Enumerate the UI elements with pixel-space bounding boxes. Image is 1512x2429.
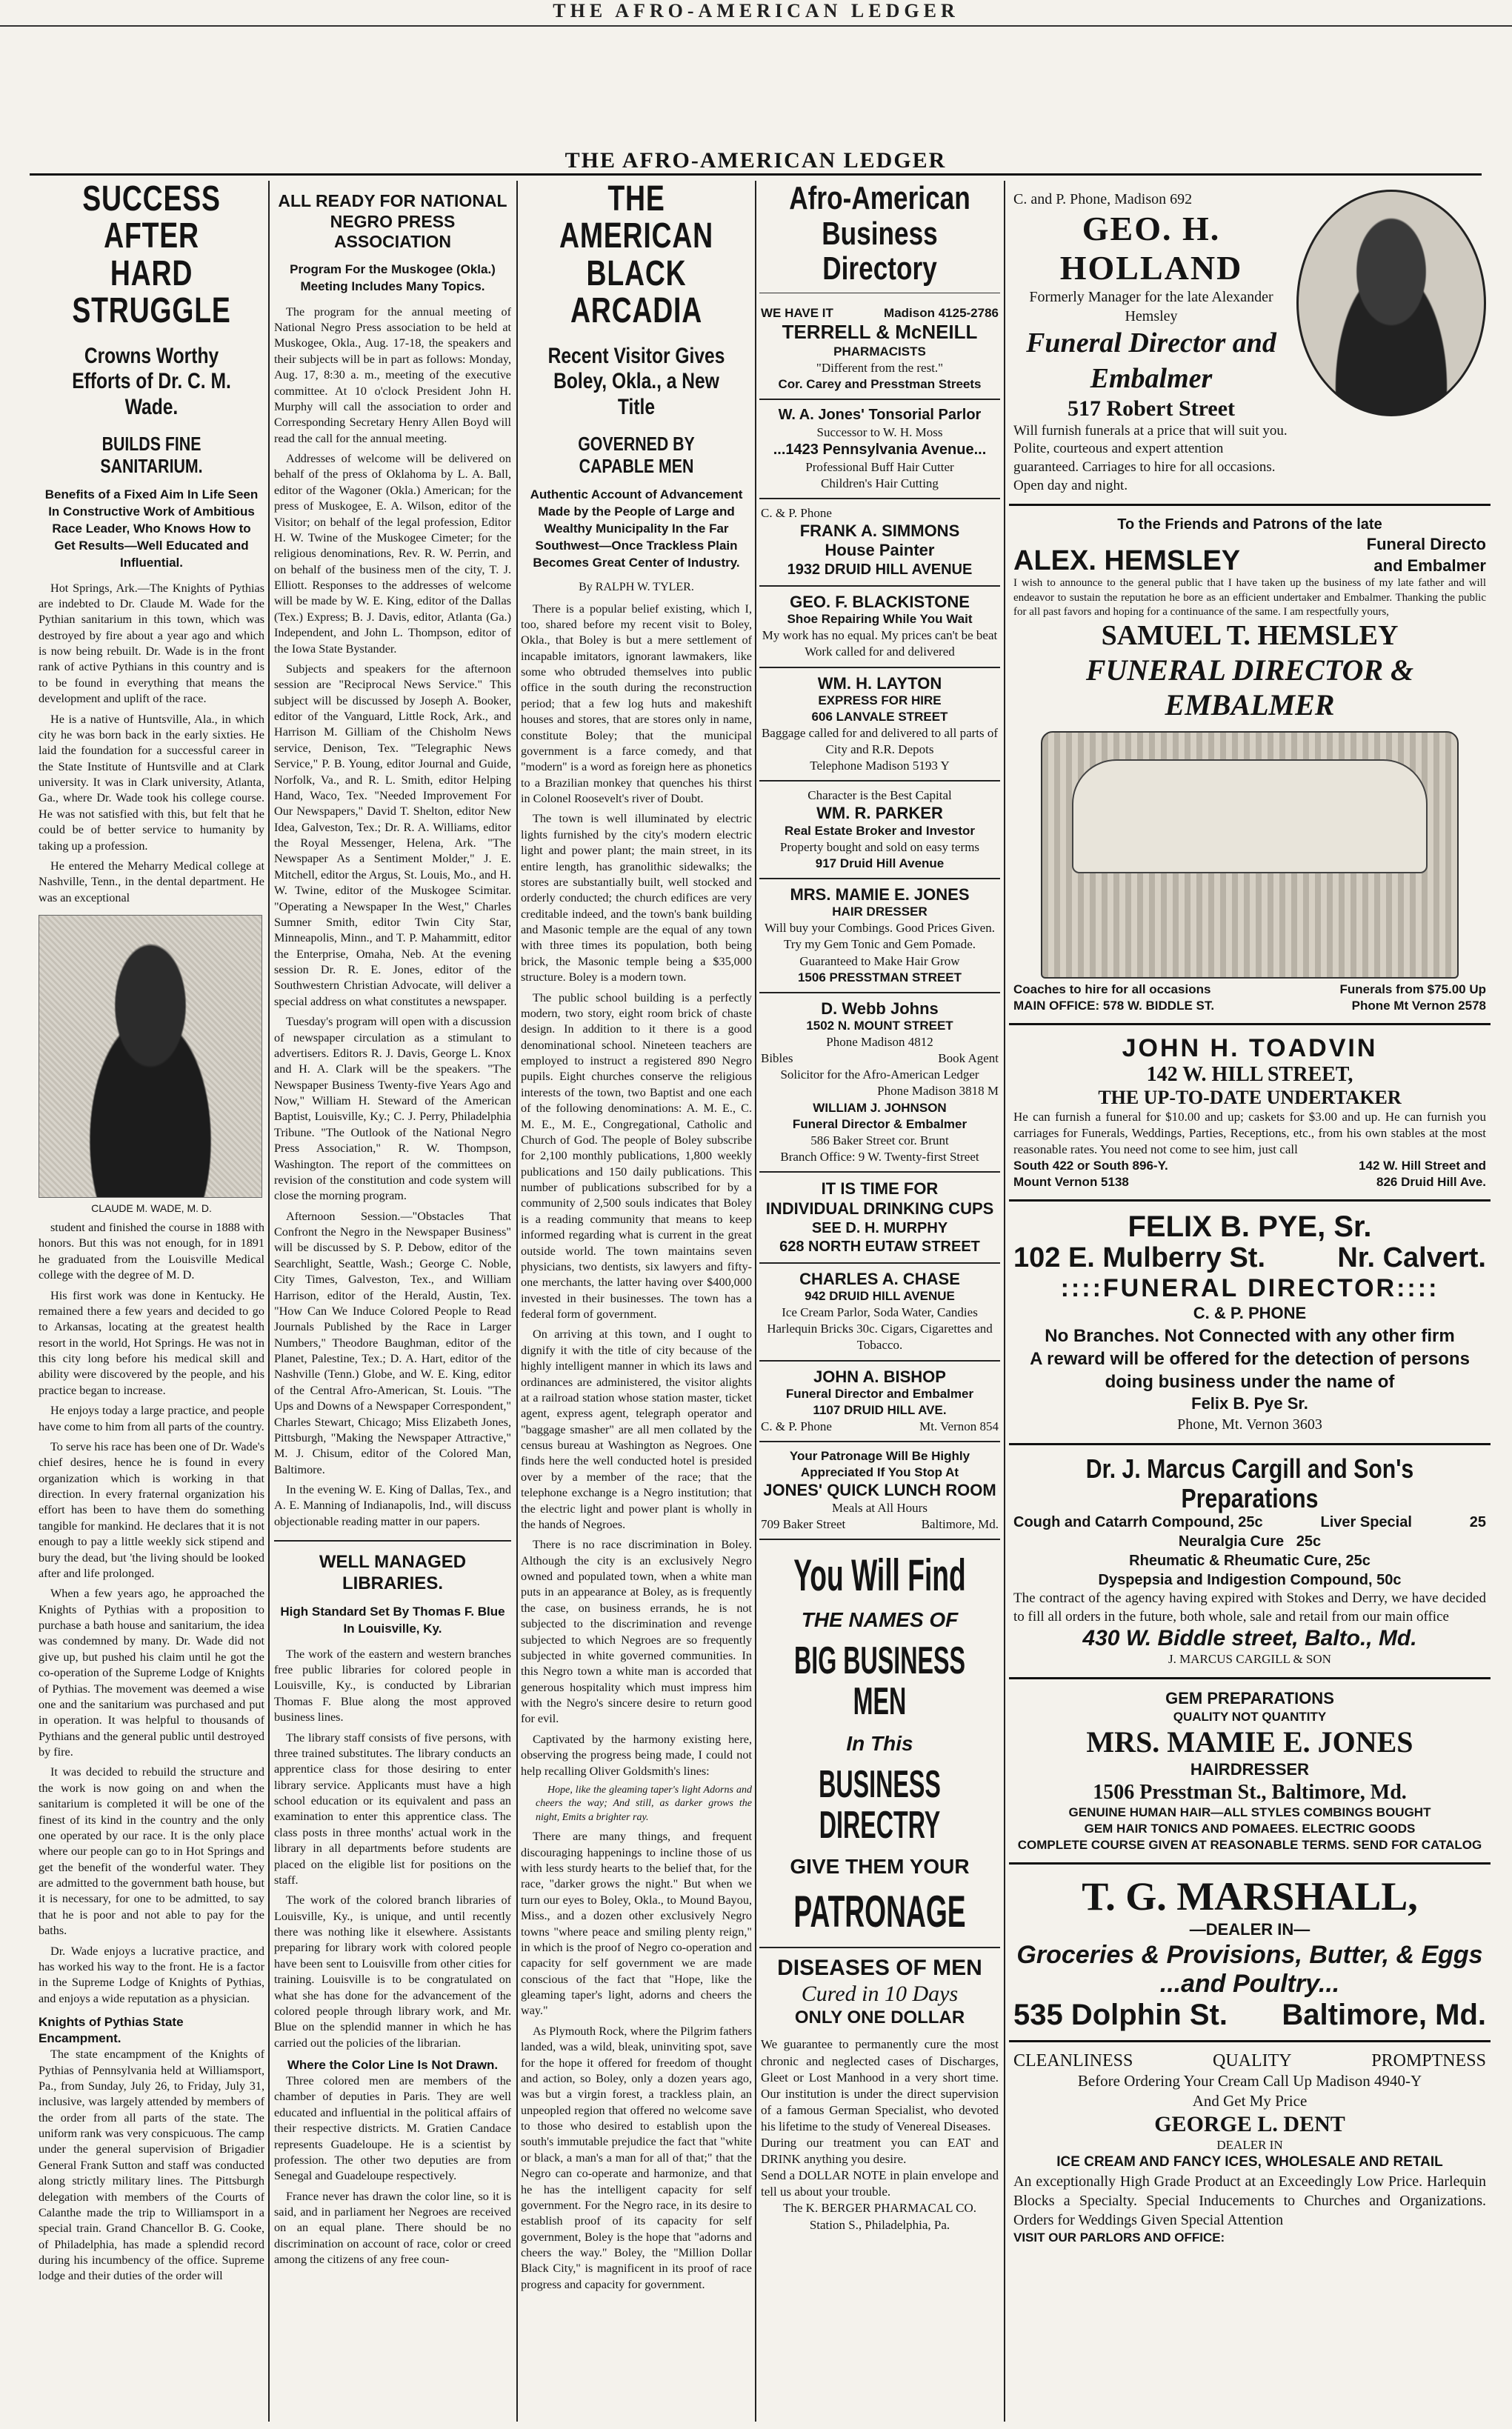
article-paragraph: When a few years ago, he approached the Knights of Pythias with a proposition to purchase a bath house and sanitarium, the idea was condemned by many. Dr. Wade did not give up, but pushed his claim until he got the co-operation of the Supreme Lodge of Knights of Pythias. The movement was deemed a wise one and the sanitarium was purchased and put in operation. It was helpful to thousands of Pythians and the general public until destroyed by fire. xyxy=(39,1587,264,1759)
ad-text: Book Agent xyxy=(938,1051,999,1066)
section-heading: Knights of Pythias State Encampment. xyxy=(39,2015,184,2046)
ad-text: Rheumatic & Rheumatic Cure, 25c xyxy=(1129,1553,1371,1570)
ad-text: He can furnish a funeral for $10.00 and up; caskets for $3.00 and up. He can furnish you carriages for Funerals, Weddings, Parties, Receptions, etc., from his own stables at the most reasonable rates. You need not come to see him, just call xyxy=(1013,1109,1486,1157)
ad-text: VISIT OUR PARLORS AND OFFICE: xyxy=(1013,2230,1225,2245)
ad-text: CLEANLINESS xyxy=(1013,2051,1133,2070)
article-paragraph: student and finished the course in 1888 with honors. But this was not enough, for in 1891 he graduated from the Louisville Medical college with the degree of M. D. xyxy=(39,1221,264,1282)
ad-address: 942 DRUID HILL AVENUE xyxy=(805,1289,955,1304)
ad-quick-lunch xyxy=(759,1442,1000,1540)
poem-verse: Hope, like the gleaming taper's light Adorns and cheers the way; And still, as darker grows the night, Emits a brighter ray. xyxy=(536,1784,752,1823)
ad-address: 517 Robert Street xyxy=(1067,396,1236,421)
promo-text: PATRONAGE xyxy=(793,1886,966,1936)
ad-title: ::::FUNERAL DIRECTOR:::: xyxy=(1060,1274,1439,1303)
ad-address: 628 NORTH EUTAW STREET xyxy=(779,1238,980,1255)
ad-title: and Embalmer xyxy=(1373,556,1486,575)
ad-text: Professional Buff Hair Cutter xyxy=(805,459,954,474)
ad-text: Ice Cream Parlor, Soda Water, Candies Harlequin Bricks 30c. Cigars, Cigarettes and Tobacco. xyxy=(767,1305,993,1353)
article-paragraph: There is a popular belief existing, which I, too, shared before my recent visit to Boley, Okla., that Boley is but a mere settlement of incapable imitators, ignorant lawmakers, like some who obtruded themselves into public office in the south during the reconstruction period; that a few log huts and makeshift houses and stores, that are stores only in name, constitute Boley; that the municipal government is a farce comedy, and that "modern" is a word as foreign here as phonetics to a Brazilian monkey that quenches his thirst in Colonel Roosevelt's river of Doubt. xyxy=(521,602,752,806)
ad-text: Your Patronage Will Be Highly Appreciated If You Stop At xyxy=(789,1449,970,1480)
article-paragraph: Tuesday's program will open with a discussion of newspaper circulation as a stimulant to advertisers. Editors R. J. Davis, George L. Knox and H. A. Clark will be the speakers. "The Newspaper Business Twenty-five Years Ago and Now," William H. Steward of the American Baptist, Louisville, Ky.; C. J. Perry, Philadelphia Tribune. "The Outlook of the National Negro Press Association," R. W. Thompson, Washington. The report of the committees on revision of the constitution and code system will close the morning program. xyxy=(274,1015,511,1203)
ad-text: Work called for and delivered xyxy=(805,644,955,659)
ad-name: W. A. Jones' Tonsorial Parlor xyxy=(778,406,982,423)
ad-text: Before Ordering Your Cream Call Up Madison 4940-Y xyxy=(1077,2072,1422,2090)
ad-text: DEALER IN xyxy=(1216,2138,1283,2153)
ad-gem-preparations xyxy=(1009,1679,1491,1865)
ad-phone: Phone Madison 4812 xyxy=(826,1035,933,1050)
article-paragraph: His first work was done in Kentucky. He remained there a few years and decided to go to Arkansas, locating at the greatest health resort in the world, Hot Springs. He was not in this city long before his medical skill and ability were discovered by the people, and his practice began to increase. xyxy=(39,1288,264,1397)
ad-text: A reward will be offered for the detection of persons doing business under the name of xyxy=(1030,1348,1470,1393)
ad-address: 917 Druid Hill Avenue xyxy=(815,856,945,870)
promo-text: In This xyxy=(846,1731,913,1755)
article-paragraph: He entered the Meharry Medical college at Nashville, Tenn., in the dental department. He was an exceptional xyxy=(39,859,264,904)
ad-text: Will buy your Combings. Good Prices Given. Try my Gem Tonic and Gem Pomade. Guaranteed to Make Hair Grow xyxy=(765,921,995,968)
ad-blackistone xyxy=(759,587,1000,668)
ad-text: EXPRESS FOR HIRE xyxy=(818,693,942,707)
ad-diseases xyxy=(759,1948,1000,2239)
ad-text: Funeral Director & Embalmer xyxy=(792,1116,968,1131)
ad-text: HAIR DRESSER xyxy=(832,904,927,919)
promo-text: THE NAMES OF xyxy=(801,1607,959,1631)
column-2 xyxy=(274,181,511,2422)
ad-address: 606 LANVALE STREET xyxy=(811,709,948,724)
ad-name: WM. R. PARKER xyxy=(816,804,943,823)
ad-address: Nr. Calvert. xyxy=(1337,1242,1486,1274)
article-paragraph: Subjects and speakers for the afternoon session are "Reciprocal News Service." This subject will be discussed by Joseph A. Booker, editor of the Vanguard, Little Rock, Ark., and Harrison M. Gilliam of the Chisholm News service, Denison, Tex. "Telegraphic News Service," P. B. Young, editor Journal and Guide, Norfolk, Va., and R. L. Smith, editor Helping Hand, Waco, Tex. "Needed Improvement For Our Newspapers," David T. Shelton, editor New Idea, Galveston, Tex.; Dr. R. A. Williams, editor the Royal Messenger, Helena, Ark. "The Newspaper As a Sentiment Molder," J. E. Mitchell, editor the Argus, St. Louis, Mo., and H. W. Twine, editor of the Muskogee Scimitar. "Operating a Newspaper In the West," Charles Sumner Smith, editor Twin City Star, Minneapolis, Minn., and T. P. Mahammitt, editor the Enterprise, Omaha, Neb. At the evening session Dr. R. E. Jones, editor of the Southwestern Christian Advocate, will deliver a special address on what constitutes a newspaper. xyxy=(274,662,511,1008)
ad-text: ...and Poultry... xyxy=(1159,1970,1340,1998)
ad-text: QUALITY NOT QUANTITY xyxy=(1173,1710,1327,1725)
promo-text: BIG BUSINESS MEN xyxy=(793,1639,966,1724)
article-paragraph: France never has drawn the color line, so it is said, and in parliament her Negroes are received on an equal plane. There should be no discrimination on account of race, color or creed among the citizens of any free coun- xyxy=(274,2189,511,2267)
ad-phone: Telephone Madison 5193 Y xyxy=(810,759,950,773)
ad-address: Cor. Carey and Presstman Streets xyxy=(778,376,982,391)
ad-text: We guarantee to permanently cure the most chronic and neglected cases of Discharges, Gleet or Lost Manhood in a very short time. Our institution is under the direct supervision of a famous German Specialist, who devoted his lifetime to the study of Venereal Diseases. xyxy=(761,2037,999,2133)
ad-phone: C. & P. Phone xyxy=(761,506,832,521)
ad-address: Baltimore, Md. xyxy=(921,1516,999,1531)
ad-hemsley xyxy=(1009,506,1491,1025)
column-rule xyxy=(755,181,756,2422)
article-paragraph: Hot Springs, Ark.—The Knights of Pythias are indebted to Dr. Claude M. Wade for the Pythian sanitarium in this town, which was destroyed by fire about a year ago and which is now being rebuilt. Dr. Wade is in the front rank of active Pythians in this country and is to be found in everything that means the development and uplift of the race. xyxy=(39,581,264,706)
ad-name: SAMUEL T. HEMSLEY xyxy=(1101,619,1399,651)
ad-text: Shoe Repairing While You Wait xyxy=(787,612,973,627)
headline-success: SUCCESS AFTER HARD STRUGGLE xyxy=(72,181,231,331)
ad-name: MRS. MAMIE E. JONES xyxy=(1086,1725,1413,1759)
column-5-ads xyxy=(1009,181,1491,2422)
ad-name: MRS. MAMIE E. JONES xyxy=(790,885,970,904)
article-paragraph: The state encampment of the Knights of Pythias of Pennsylvania held at Williamsport, Pa., from Sunday, July 26, to Friday, July 31, inclusive, was largely attended by members of the order from all parts of the state. The uniform rank was very conspicuous. The camp under the general supervision of Brigadier General Frank Sutton and staff was conducted along strictly military lines. The Pittsburgh delegation with members of the Courts of Calanthe made the trip to Williamsport in a special train. Grand Chancellor B. G. Cooke, of Philadelphia, has made a splendid record during his incumbency of the office. Supreme lodge and their duties of the order will xyxy=(39,2048,264,2283)
article-paragraph: The town is well illuminated by electric lights furnished by the city's modern electric light and power plant; the main street, in its entire length, has granolithic sidewalks; the stores are substantially built, well stocked and orderly conducted; the church edifices are very creditable indeed, and the town's bank building and Masonic temple are the equal of any town with three times its population, both being brick, the Masonic temple being a $35,000 structure. Boley is a modern town. xyxy=(521,812,752,984)
deck: Authentic Account of Advancement Made by the People of Large and Wealthy Municipality In the Far Southwest—Once Trackless Plain Becomes Great Center of Industry. xyxy=(530,487,743,570)
ad-name: CHARLES A. CHASE xyxy=(799,1269,960,1288)
ad-address: 535 Dolphin St. xyxy=(1013,1999,1228,2031)
article-paragraph: On arriving at this town, and I ought to dignify it with the title of city because of the highly intelligent manner in which its laws and ordinances are administered, the visitor alights at a railroad station whose station master, ticket agent, express agent, telegraph operator and "baggage smasher" are all men collated by the census bureau at Washington as Negroes. One finds here the well conducted hotel is presided over by a member of the race; that the telephone exchange is a Negro institution; that the electric light and power plant is wholly in the hands of Negroes. xyxy=(521,1327,752,1531)
article-paragraph: As Plymouth Rock, where the Pilgrim fathers landed, was a wild, bleak, uninviting spot, save for the hope it offered for freedom of thought and action, so Boley, only a dozen years ago, was but a virgin forest, a trackless plain, an unpeopled region that offered no welcome save to those who desired to establish upon the south's immutable prejudice the fact that "white or black, a man's a man for all of that;" that the Negro can co-operate and harmonize, and that he has the intelligent capacity for self government. For the Negro race, in its desire to establish proof of its capacity for self government, Boley is the hope that "adorns and cheers the way." Boley, the "Million Dollar Black City," is magnificent in its proof of race progress and capacity for government. xyxy=(521,2024,752,2291)
section-heading: Where the Color Line Is Not Drawn. xyxy=(287,2058,499,2072)
ad-text: GEM PREPARATIONS xyxy=(1165,1688,1334,1707)
ad-phone: C. & P. PHONE xyxy=(1193,1304,1307,1323)
column-rule xyxy=(268,181,270,2422)
ad-text: GENUINE HUMAN HAIR—ALL STYLES COMBINGS BOUGHT xyxy=(1068,1805,1431,1820)
ad-text: J. MARCUS CARGILL & SON xyxy=(1168,1652,1331,1667)
column-1 xyxy=(39,181,264,2422)
ad-mamie-jones xyxy=(759,879,1000,993)
article-paragraph: To serve his race has been one of Dr. Wade's chief desires, hence he is found in every organization which is working in that direction. In every fraternal organization his effort has been to have them do something tangible for mankind. He declares that it is not enough to pay a little weekly sick stipend and bury the dead, but 'the living should be looked after and life prolonged. xyxy=(39,1439,264,1580)
article-paragraph: Dr. Wade enjoys a lucrative practice, and has worked his way to the front. He is a factor in the Supreme Lodge of Knights of Pythias, and enjoys a wide reputation as a physician. xyxy=(39,1944,264,2005)
headline-libraries: WELL MANAGED LIBRARIES. xyxy=(319,1552,467,1593)
ad-address: 826 Druid Hill Ave. xyxy=(1376,1175,1486,1190)
headline-arcadia: THE AMERICAN BLACK ARCADIA xyxy=(559,181,713,331)
ad-text: Cough and Catarrh Compound, 25c xyxy=(1013,1514,1263,1531)
ad-text: Solicitor for the Afro-American Ledger xyxy=(780,1067,979,1082)
ad-text: To the Friends and Patrons of the late xyxy=(1117,516,1382,533)
article-paragraph: It was decided to rebuild the structure and the work is now going on and when the sanitarium is completed it will be one of the finest of its kind in the country and the only one operated by our race. It is the only place where our people can go to in Hot Springs and get the benefit of the wonderful water. They are admitted to the government bath house, but it is necessary, for one to be admitted, to say that he is poor and not able to pay for the baths. xyxy=(39,1765,264,1938)
ad-address: 1932 DRUID HILL AVENUE xyxy=(787,561,973,578)
ad-dent xyxy=(1009,2042,1491,2255)
ad-text: PHARMACISTS xyxy=(833,344,926,359)
ad-name: JONES' QUICK LUNCH ROOM xyxy=(763,1481,996,1500)
ad-text: Coaches to hire for all occasions xyxy=(1013,982,1211,996)
ad-text: Bibles xyxy=(761,1051,793,1066)
ad-jones-tonsorial xyxy=(759,400,1000,499)
ad-text: QUALITY xyxy=(1212,2051,1292,2070)
ad-text: WE HAVE IT xyxy=(761,305,833,320)
ad-name: WILLIAM J. JOHNSON xyxy=(813,1100,947,1115)
ad-text: Character is the Best Capital xyxy=(807,788,952,803)
promo-text: BUSINESS DIRECTRY xyxy=(819,1763,941,1847)
ad-address: 1107 DRUID HILL AVE. xyxy=(813,1402,947,1417)
column-rule xyxy=(1004,181,1005,2422)
ad-phone: Phone Mt Vernon 2578 xyxy=(1351,998,1486,1013)
ad-marshall xyxy=(1009,1865,1491,2042)
ad-name: JOHN A. BISHOP xyxy=(813,1367,946,1386)
ad-title: Funeral Director and xyxy=(1026,327,1276,359)
ad-text: SEE D. H. MURPHY xyxy=(811,1219,948,1236)
divider xyxy=(274,1540,511,1542)
ad-text: 25c xyxy=(1296,1533,1322,1550)
ad-address: Station S., Philadelphia, Pa. xyxy=(809,2217,950,2232)
ad-address: 709 Baker Street xyxy=(761,1516,846,1531)
ad-address: 102 E. Mulberry St. xyxy=(1013,1242,1266,1274)
subhead-sanitarium: BUILDS FINE SANITARIUM. xyxy=(100,433,203,477)
headline-press: ALL READY FOR NATIONAL NEGRO PRESS ASSOCIATION xyxy=(278,191,507,252)
ad-text: Groceries & Provisions, Butter, & Eggs xyxy=(1016,1941,1483,1969)
ad-text: 25 xyxy=(1469,1514,1486,1531)
ad-text: The K. BERGER PHARMACAL CO. xyxy=(783,2201,976,2216)
ad-text: —DEALER IN— xyxy=(1189,1920,1310,1939)
article-paragraph: There is no race discrimination in Boley. Although the city is an exclusively Negro owned and populated town, when a white man puts in an appearance at Boley, as is frequently the case, on business errands, he is not subjected to the discrimination and revenge subjected to which Negroes are so frequently subjected in white governed communities. In this Negro town a white man is accorded that generous hospitality which must impress him with the Negro's sincere desire to return good for evil. xyxy=(521,1538,752,1726)
ad-address: 1502 N. MOUNT STREET xyxy=(806,1019,953,1033)
ad-webb-johns xyxy=(759,993,1000,1173)
article-paragraph: Three colored men are members of the chamber of deputies in Paris. They are well educated and influential in the political affairs of their respective districts. M. Gratien Candace represents Guadeloupe. He is a scientist by profession. The other two deputies are from Senegal and Guadeloupe respectively. xyxy=(274,2074,511,2183)
ad-name: WM. H. LAYTON xyxy=(817,673,942,693)
ad-phone: Madison 4125-2786 xyxy=(884,305,999,320)
column-rule xyxy=(516,181,518,2422)
article-paragraph: He enjoys today a large practice, and people have come to him from all parts of the country. xyxy=(39,1404,264,1433)
ad-text: Funerals from $75.00 Up xyxy=(1339,982,1486,996)
ad-text: Liver Special xyxy=(1320,1514,1412,1531)
column-3 xyxy=(521,181,752,2422)
ad-text: ICE CREAM AND FANCY ICES, WHOLESALE AND RETAIL xyxy=(1056,2154,1443,2170)
ad-text: Dyspepsia and Indigestion Compound, 50c xyxy=(1098,1572,1402,1589)
article-paragraph: The program for the annual meeting of National Negro Press association to be held at Muskogee, Okla., Aug. 17-18, the speakers and their subjects will be in part as follows: Monday, Aug. 17, 8:30 a. m., meeting of the executive committee. At 10 o'clock President John H. Murphy will call the association to order and Corresponding Secretary Henry Allen Boyd will read the call for the annual meeting. xyxy=(274,304,511,445)
ad-name: GEO. F. BLACKISTONE xyxy=(790,592,970,611)
ad-text: The contract of the agency having expired with Stokes and Derry, we have decided to fill all orders in the future, both whole, sale and retail from our main office xyxy=(1013,1590,1486,1625)
directory-title: Afro-American Business Directory xyxy=(789,181,970,287)
ad-name: TERRELL & McNEILL xyxy=(782,320,978,343)
ad-directory-promo xyxy=(759,1540,1000,1948)
ad-toadvin xyxy=(1009,1025,1491,1202)
subhead-wade: Crowns Worthy Efforts of Dr. C. M. Wade. xyxy=(72,343,231,419)
article-paragraph: There are many things, and frequent discouraging happenings to incline those of us with less sturdy hearts to the belief that, for the race, "darker grows the night." But when we turn our eyes to Boley, Okla., to Mound Bayou, Miss., and a dozen other exclusively Negro towns "where peace and smiling plenty reign," in which is the proof of Negro co-operation and capacity for self government we are made conscious of the fact that "Hope, like the gleaming taper's light, adorns and cheers the way." xyxy=(521,1830,752,2018)
ad-text: Baggage called for and delivered to all parts of City and R.R. Depots xyxy=(761,726,999,757)
ad-address: 1506 Presstman St., Baltimore, Md. xyxy=(1093,1780,1407,1804)
ad-text: HAIRDRESSER xyxy=(1190,1760,1310,1779)
ad-text: Cured in 10 Days xyxy=(801,1982,959,2007)
ad-text: Felix B. Pye Sr. xyxy=(1191,1394,1308,1413)
ad-address: MAIN OFFICE: 578 W. BIDDLE ST. xyxy=(1013,998,1215,1013)
promo-text: GIVE THEM YOUR xyxy=(790,1855,970,1879)
deck: Benefits of a Fixed Aim In Life Seen In Constructive Work of Ambitious Race Leader, Who Knows How to Get Results—Well Educated and Influential. xyxy=(44,487,259,570)
ad-title: THE UP-TO-DATE UNDERTAKER xyxy=(1098,1087,1402,1108)
ad-text: An exceptionally High Grade Product at an Exceedingly Low Price. Harlequin Blocks a Specialty. Special Inducements to Churches and Organizations. Orders for Weddings Given Special Attention xyxy=(1013,2173,1486,2228)
deck: High Standard Set By Thomas F. Blue In Louisville, Ky. xyxy=(280,1604,505,1636)
ad-address: 430 W. Biddle street, Balto., Md. xyxy=(1082,1626,1417,1651)
ad-address: 142 W. HILL STREET, xyxy=(1146,1062,1353,1086)
ad-text: During our treatment you can EAT and DRINK anything you desire. xyxy=(761,2136,999,2167)
ad-address: Branch Office: 9 W. Twenty-first Street xyxy=(780,1149,979,1164)
ad-pye xyxy=(1009,1202,1491,1445)
ad-parker xyxy=(759,782,1000,879)
ad-text: Meals at All Hours xyxy=(832,1500,927,1515)
ad-name: D. Webb Johns xyxy=(821,999,939,1018)
ad-name: ALEX. HEMSLEY xyxy=(1013,544,1241,576)
portrait-image xyxy=(39,915,262,1198)
ad-text: ONLY ONE DOLLAR xyxy=(794,2007,965,2028)
ad-title: DISEASES OF MEN xyxy=(777,1955,982,1980)
ad-title: Funeral Directo xyxy=(1366,535,1486,554)
ad-address: 586 Baker Street cor. Brunt xyxy=(810,1133,949,1147)
ad-text: Neuralgia Cure xyxy=(1178,1533,1285,1550)
ad-name: Dr. J. Marcus Cargill and Son's Preparations xyxy=(1085,1453,1414,1513)
subhead-governed: GOVERNED BY CAPABLE MEN xyxy=(578,433,695,477)
ad-text: Formerly Manager for the late Alexander Hemsley xyxy=(1029,289,1273,324)
ad-text: Children's Hair Cutting xyxy=(821,476,939,490)
ad-bishop xyxy=(759,1362,1000,1443)
ad-text: INDIVIDUAL DRINKING CUPS xyxy=(765,1199,994,1219)
ad-phone: Mt. Vernon 854 xyxy=(919,1419,999,1434)
ad-text: GEM HAIR TONICS AND POMAEES. ELECTRIC GOODS xyxy=(1084,1822,1416,1836)
ad-terrell xyxy=(759,299,1000,400)
ad-name: JOHN H. TOADVIN xyxy=(1122,1033,1378,1062)
ad-name: T. G. MARSHALL, xyxy=(1082,1874,1418,1919)
ad-text: Send a DOLLAR NOTE in plain envelope and tell us about your trouble. xyxy=(761,2168,999,2199)
ad-text: Property bought and sold on easy terms xyxy=(779,839,980,854)
ad-text: Funeral Director and Embalmer xyxy=(785,1386,974,1401)
ad-text: I wish to announce to the general public that I have taken up the business of my late father and will endeavor to sustain the reputation he bore as an efficient undertaker and Embalmer. Thanking the public for all past favors and hoping for a continuance of the same. I am respectfully yours, xyxy=(1013,577,1486,619)
ad-text: And Get My Price xyxy=(1192,2092,1308,2110)
ad-name: GEO. H. HOLLAND xyxy=(1059,210,1243,287)
ad-text: Real Estate Broker and Investor xyxy=(785,823,975,838)
ad-name: FRANK A. SIMMONS xyxy=(799,522,960,541)
ad-text: House Painter xyxy=(825,541,935,560)
article-paragraph: Afternoon Session.—"Obstacles That Confront the Negro in the Newspaper Business" will be discussed by S. P. Debow, editor of the Searchlight, Seattle, Wash.; George C. Noble, City Times, Galveston, Tex., and William Harrison, editor of the Herald, Austin, Tex. "How Can We Induce Colored People to Read Journals Published by the Race in Larger Numbers," Theodore Baughman, editor of the Planet, Palestine, Tex.; D. A. Hart, editor of the Nashville (Tenn.) Globe, and W. E. King, editor of the Central Afro-American, St. Louis. "The Ups and Downs of a Newspaper Correspondent," Charles Stewart, Chicago; Miss Elizabeth Jones, Pittsburgh, "Making the Newspaper Attractive," M. J. Chisum, editor of the Colored Man, Baltimore. xyxy=(274,1209,511,1476)
ad-title: Embalmer xyxy=(1090,362,1213,394)
ad-name: GEORGE L. DENT xyxy=(1154,2111,1345,2136)
ad-text: My work has no equal. My prices can't be beat xyxy=(762,628,998,643)
ad-chase xyxy=(759,1264,1000,1362)
article-paragraph: The library staff consists of five persons, with three trained substitutes. The library conducts an apprentice class for those desiring to enter library service. Applicants must have a high school education or its equivalent and pass an examination to enter this apprentice class. The class posts in three months' actual work in the library in all departments before students are placed on the eligible list for positions on the staff. xyxy=(274,1730,511,1887)
ad-name: FELIX B. PYE, Sr. xyxy=(1128,1210,1372,1244)
ad-address: 1506 PRESSTMAN STREET xyxy=(797,970,962,984)
ad-cargill xyxy=(1009,1445,1491,1679)
ad-simmons xyxy=(759,499,1000,587)
byline: By RALPH W. TYLER. xyxy=(579,580,694,593)
article-paragraph: In the evening W. E. King of Dallas, Tex., and A. E. Manning of Indianapolis, Ind., will discuss objectionable reading matter in our papers. xyxy=(274,1483,511,1528)
ad-holland xyxy=(1009,181,1491,506)
ad-phone: South 422 or South 896-Y. xyxy=(1013,1159,1168,1173)
ad-text: PROMPTNESS xyxy=(1371,2051,1486,2070)
ad-phone: Mount Vernon 5138 xyxy=(1013,1175,1129,1190)
ad-text: No Branches. Not Connected with any other firm xyxy=(1045,1325,1455,1346)
article-paragraph: The public school building is a perfectly modern, two story, eight room brick of chaste design. In addition to it there is a good denominational school. Nineteen teachers are employed to instruct a registered 890 Negro pupils. Eight churches conserve the religious interests of the town, two Baptist and one each of the following denominations: A. M. E., C. M. E., M. E., Congregational, Catholic and Church of God. The people of Boley subscribe for 2,100 monthly publications, 1,800 weekly publications and 150 daily publications. This number of publications subscribed for by a community of 2,500 souls indicates that Boley is a reading community that means to keep informed regarding what is current in the great outside world. The town maintains seven physicians, two dentists, six lawyers and fifty-one merchants, the latter having over $400,000 invested in their businesses. The town has a federal form of government. xyxy=(521,990,752,1322)
ad-phone: C. & P. Phone xyxy=(761,1419,832,1434)
article-paragraph: The work of the eastern and western branches free public libraries for colored people in Louisville, Ky., is conducted by Librarian Thomas F. Blue along the most approved business lines. xyxy=(274,1647,511,1725)
deck: Program For the Muskogee (Okla.) Meeting Includes Many Topics. xyxy=(290,261,496,293)
ad-text: Will furnish funerals at a price that will suit you. Polite, courteous and expert attention guaranteed. Carriages to hire for all occasions. Open day and night. xyxy=(1013,422,1288,493)
ad-phone: C. and P. Phone, Madison 692 xyxy=(1013,191,1193,207)
ad-layton xyxy=(759,668,1000,782)
column-4-directory xyxy=(759,181,1000,2422)
ad-address: Baltimore, Md. xyxy=(1282,1999,1486,2031)
ad-address: 142 W. Hill Street and xyxy=(1359,1159,1486,1173)
ad-address: ...1423 Pennsylvania Avenue... xyxy=(773,441,987,458)
ad-text: IT IS TIME FOR xyxy=(821,1179,939,1198)
article-paragraph: Addresses of welcome will be delivered on behalf of the press of Oklahoma by L. A. Ball, editor of the Wagoner (Okla.) American; for the press of Muskogee, E. A. Wilson, editor of the Visitor; on behalf of the legal profession, Editor H. W. Twine of the Muskogee Cimeter; for the religious denominations, Rev. R. W. Perrin, and on behalf of the business men of the city, T. J. Elliott. Responses to the addresses of welcome will be made by W. E. King, editor of the Dallas (Tex.) Express; B. J. Davis, editor, Atlanta (Ga.) Independent, and John L. Thompson, editor of the Iowa State Bystander. xyxy=(274,452,511,656)
article-paragraph: The work of the colored branch libraries of Louisville, Ky., is unique, and until recently there was nothing like it elsewhere. Assistants preparing for library work with colored people have been sent to Louisville from other cities for training. Louisville is to be congratulated on what she has done for the advancement of the colored people through library work, and Mr. Blue on the splendid manner in which he has carried out the policies of the librarian. xyxy=(274,1893,511,2050)
ad-phone: Phone, Mt. Vernon 3603 xyxy=(1177,1416,1322,1433)
promo-text: You Will Find xyxy=(793,1550,966,1600)
portrait-image xyxy=(1296,190,1486,416)
ad-phone: Phone Madison 3818 M xyxy=(877,1084,999,1099)
ad-text: COMPLETE COURSE GIVEN AT REASONABLE TERMS. SEND FOR CATALOG xyxy=(1017,1838,1482,1853)
article-paragraph: He is a native of Huntsville, Ala., in which city he was born back in the early sixties. He laid the foundation for a successful career in the State Institute of Huntsville and at Clark university. It was in Clark university, Atlanta, Ga., where Dr. Wade took his college course. He was not satisfied with this, but felt that he could be of better service to humanity by taking up a profession. xyxy=(39,712,264,853)
portrait-caption: CLAUDE M. WADE, M. D. xyxy=(91,1202,212,1215)
ad-title: FUNERAL DIRECTOR & EMBALMER xyxy=(1085,653,1414,722)
subhead-boley: Recent Visitor Gives Boley, Okla., a New Title xyxy=(547,343,725,419)
masthead: THE AFRO-AMERICAN LEDGER xyxy=(30,148,1482,176)
torn-header-strip: THE AFRO-AMERICAN LEDGER xyxy=(0,0,1512,27)
article-paragraph: Captivated by the harmony existing here, observing the progress being made, I could not help recalling Oliver Goldsmith's lines: xyxy=(521,1732,752,1778)
casket-illustration xyxy=(1041,731,1459,979)
ad-text: "Different from the rest." xyxy=(816,360,944,375)
ad-text: Successor to W. H. Moss xyxy=(816,424,943,439)
ad-murphy-cups xyxy=(759,1173,1000,1264)
